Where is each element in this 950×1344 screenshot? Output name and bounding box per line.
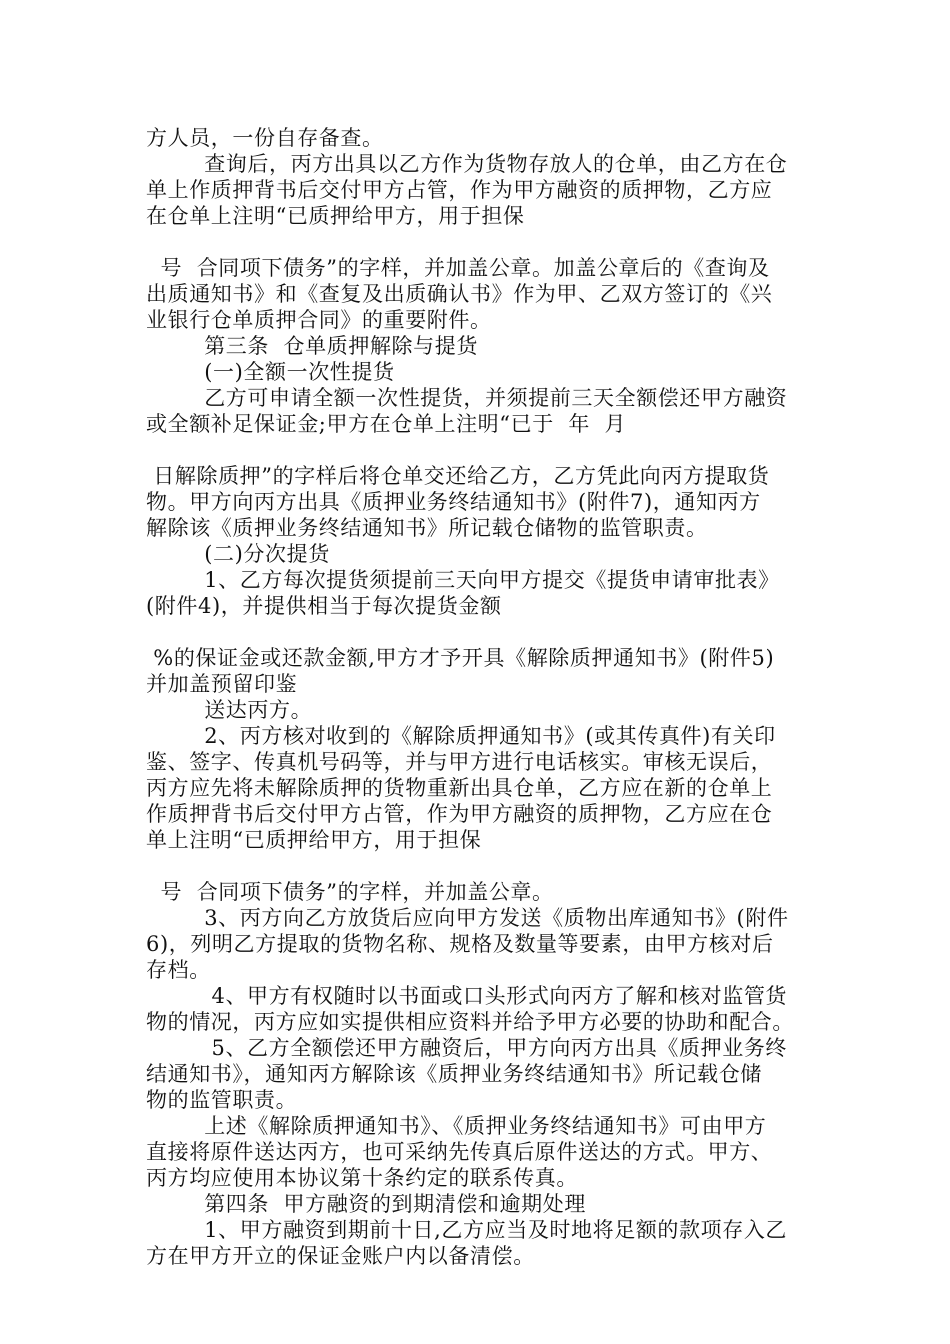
text-line: 4、甲方有权随时以书面或口头形式向丙方了解和核对监管货: [146, 984, 788, 1008]
text-line: 业银行仓单质押合同》的重要附件。: [146, 308, 492, 332]
text-line: 送达丙方。: [146, 698, 313, 722]
text-line: 方人员，一份自存备查。: [146, 126, 384, 150]
section-heading: 第三条 仓单质押解除与提货: [146, 334, 478, 358]
text-line: 存档。: [146, 958, 211, 982]
text-line: 解除该《质押业务终结通知书》所记载仓储物的监管职责。: [146, 516, 708, 540]
text-line: 上述《解除质押通知书》、《质押业务终结通知书》可由甲方: [146, 1114, 767, 1138]
text-line: 号 合同项下债务”的字样，并加盖公章。: [146, 880, 554, 904]
subsection-heading: (一)全额一次性提货: [146, 360, 395, 384]
text-line: 1、乙方每次提货须提前三天向甲方提交《提货申请审批表》: [146, 568, 780, 592]
text-line: 出质通知书》和《查复及出质确认书》作为甲、乙双方签订的《兴: [146, 282, 773, 306]
text-line: 结通知书》，通知丙方解除该《质押业务终结通知书》所记载仓储: [146, 1062, 762, 1086]
text-line: 物的情况，丙方应如实提供相应资料并给予甲方必要的协助和配合。: [146, 1010, 794, 1034]
text-line: 并加盖预留印鉴: [146, 672, 298, 696]
text-line: 物的监管职责。: [146, 1088, 298, 1112]
text-line: 2、丙方核对收到的《解除质押通知书》(或其传真件)有关印: [146, 724, 776, 748]
text-line: 鉴、签字、传真机号码等，并与甲方进行电话核实。审核无误后，: [146, 750, 773, 774]
text-line: 3、丙方向乙方放货后应向甲方发送《质物出库通知书》(附件: [146, 906, 789, 930]
text-line: 查询后，丙方出具以乙方作为货物存放人的仓单，由乙方在仓: [146, 152, 788, 176]
text-line: %的保证金或还款金额,甲方才予开具《解除质押通知书》(附件5): [146, 646, 775, 670]
text-line: 直接将原件送达丙方，也可采纳先传真后原件送达的方式。甲方、: [146, 1140, 773, 1164]
section-heading: 第四条 甲方融资的到期清偿和逾期处理: [146, 1192, 586, 1216]
text-line: 6)，列明乙方提取的货物名称、规格及数量等要素，由甲方核对后: [146, 932, 774, 956]
text-line: 单上注明“已质押给甲方，用于担保: [146, 828, 482, 852]
text-line: 或全额补足保证金;甲方在仓单上注明“已于 年 月: [146, 412, 627, 436]
text-line: 物。甲方向丙方出具《质押业务终结通知书》(附件7)，通知丙方: [146, 490, 761, 514]
text-line: 5、乙方全额偿还甲方融资后，甲方向丙方出具《质押业务终: [146, 1036, 788, 1060]
text-line: 号 合同项下债务”的字样，并加盖公章。加盖公章后的《查询及: [146, 256, 770, 280]
text-line: 作质押背书后交付甲方占管，作为甲方融资的质押物，乙方应在仓: [146, 802, 773, 826]
text-line: 在仓单上注明“已质押给甲方，用于担保: [146, 204, 525, 228]
text-line: (附件4)，并提供相当于每次提货金额: [146, 594, 502, 618]
text-line: 单上作质押背书后交付甲方占管，作为甲方融资的质押物，乙方应: [146, 178, 773, 202]
text-line: 方在甲方开立的保证金账户内以备清偿。: [146, 1244, 535, 1268]
subsection-heading: (二)分次提货: [146, 542, 330, 566]
text-line: 1、甲方融资到期前十日,乙方应当及时地将足额的款项存入乙: [146, 1218, 788, 1242]
text-line: 丙方均应使用本协议第十条约定的联系传真。: [146, 1166, 578, 1190]
text-line: 乙方可申请全额一次性提货，并须提前三天全额偿还甲方融资: [146, 386, 788, 410]
text-line: 丙方应先将未解除质押的货物重新出具仓单，乙方应在新的仓单上: [146, 776, 773, 800]
text-line: 日解除质押”的字样后将仓单交还给乙方，乙方凭此向丙方提取货: [146, 464, 770, 488]
